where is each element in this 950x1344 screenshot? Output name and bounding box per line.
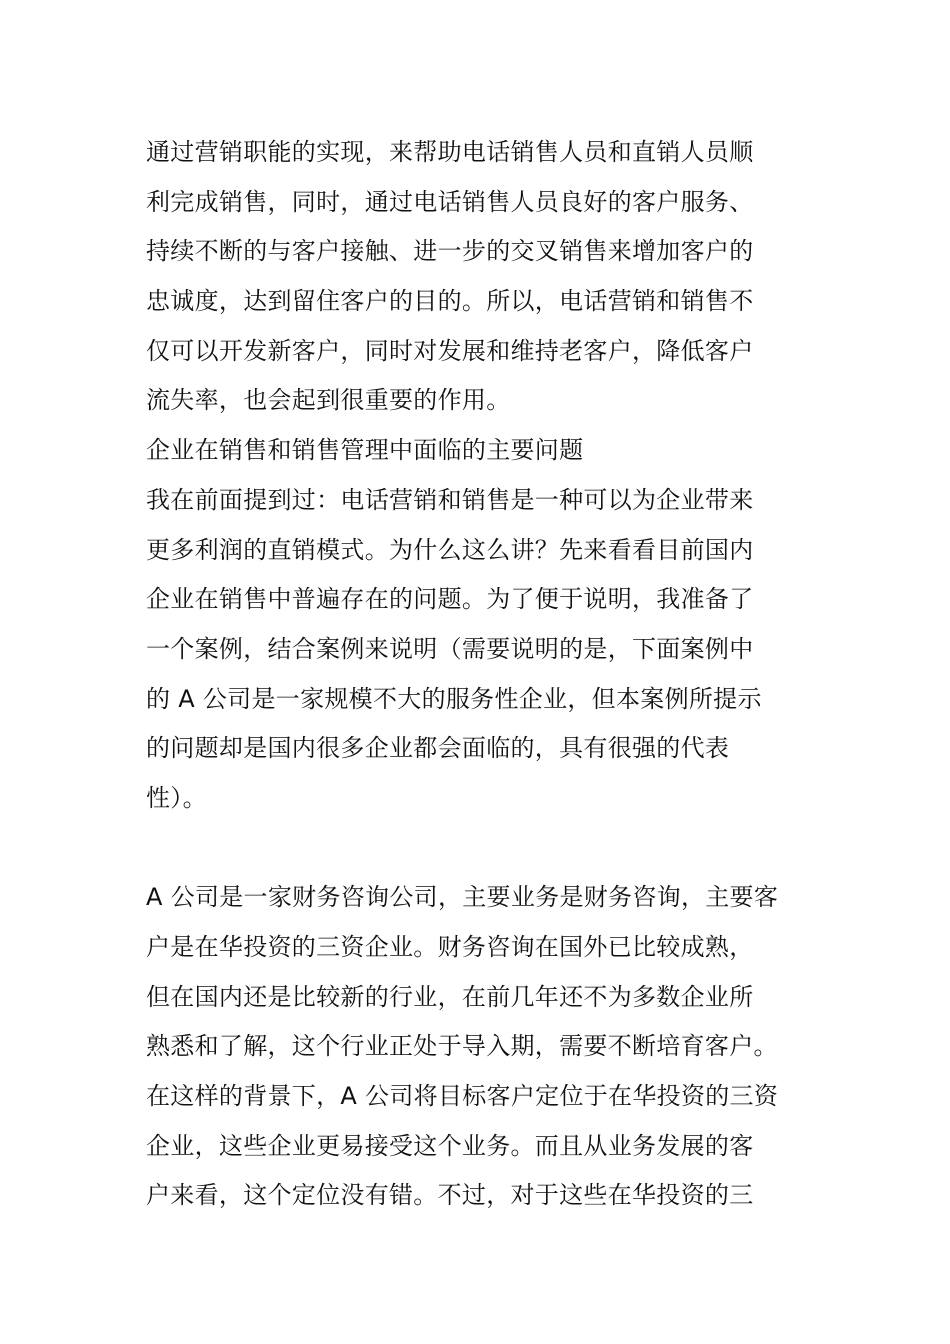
text-line: 在这样的背景下，A 公司将目标客户定位于在华投资的三资 — [146, 1082, 779, 1111]
text-line: 仅可以开发新客户，同时对发展和维持老客户，降低客户 — [146, 336, 754, 365]
text-line: 但在国内还是比较新的行业，在前几年还不为多数企业所 — [146, 982, 754, 1011]
text-line: 的 A 公司是一家规模不大的服务性企业，但本案例所提示 — [146, 684, 762, 713]
text-line: 企业在销售中普遍存在的问题。为了便于说明，我准备了 — [146, 585, 754, 614]
text-line: A 公司是一家财务咨询公司，主要业务是财务咨询，主要客 — [146, 883, 779, 912]
paragraph-spacer — [146, 824, 826, 874]
paragraph-3 — [146, 873, 826, 1221]
text-line: 持续不断的与客户接触、进一步的交叉销售来增加客户的 — [146, 237, 754, 266]
document-body — [146, 128, 826, 1221]
paragraph-1 — [146, 128, 826, 426]
text-line: 我在前面提到过：电话营销和销售是一种可以为企业带来 — [146, 485, 754, 514]
text-line: 通过营销职能的实现，来帮助电话销售人员和直销人员顺 — [146, 138, 754, 166]
text-line: 户来看，这个定位没有错。不过，对于这些在华投资的三 — [146, 1181, 754, 1210]
text-line: 性）。 — [146, 783, 207, 812]
text-line: 忠诚度，达到留住客户的目的。所以，电话营销和销售不 — [146, 287, 754, 316]
text-line: 企业，这些企业更易接受这个业务。而且从业务发展的客 — [146, 1131, 754, 1160]
text-line: 熟悉和了解，这个行业正处于导入期，需要不断培育客户。 — [146, 1032, 778, 1061]
text-line: 利完成销售，同时，通过电话销售人员良好的客户服务、 — [146, 187, 754, 216]
text-line: 户是在华投资的三资企业。财务咨询在国外已比较成熟， — [146, 933, 754, 961]
text-line: 的问题却是国内很多企业都会面临的，具有很强的代表 — [146, 734, 730, 763]
text-line: 一个案例，结合案例来说明（需要说明的是，下面案例中 — [146, 634, 754, 663]
section-heading: 企业在销售和销售管理中面临的主要问题 — [146, 436, 584, 465]
paragraph-2 — [146, 476, 826, 824]
text-line: 更多利润的直销模式。为什么这么讲？先来看看目前国内 — [146, 535, 754, 564]
text-line: 流失率，也会起到很重要的作用。 — [146, 386, 511, 415]
